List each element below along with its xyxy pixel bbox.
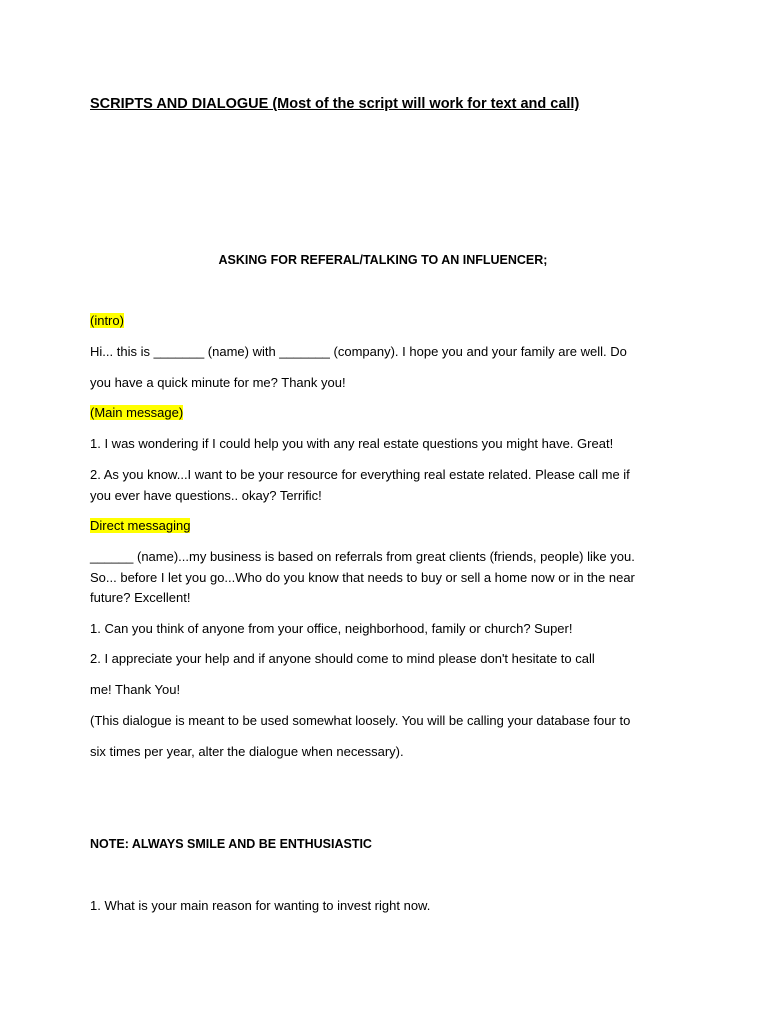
- section-heading: ASKING FOR REFERAL/TALKING TO AN INFLUENCER;: [218, 253, 548, 267]
- direct-item-1: 1. Can you think of anyone from your office, neighborhood, family or church? Super!: [90, 621, 573, 636]
- document-title: SCRIPTS AND DIALOGUE (Most of the script will work for text and call): [90, 96, 580, 112]
- direct-line-1: ______ (name)...my business is based on referrals from great clients (friends, people) like you.: [90, 549, 635, 564]
- main-item-2-line-2: you ever have questions.. okay? Terrific!: [90, 488, 322, 503]
- enthusiasm-note: NOTE: ALWAYS SMILE AND BE ENTHUSIASTIC: [90, 837, 372, 851]
- direct-label-line: [90, 516, 680, 536]
- intro-line-1: Hi... this is _______ (name) with _______ (company). I hope you and your family are well. Do: [90, 344, 627, 359]
- dialogue-note-line-1: (This dialogue is meant to be used somewhat loosely. You will be calling your database four to: [90, 713, 631, 728]
- direct-line-3: future? Excellent!: [90, 590, 191, 605]
- main-item-2-line-1: 2. As you know...I want to be your resource for everything real estate related. Please call me if: [90, 467, 630, 482]
- direct-line-2: So... before I let you go...Who do you know that needs to buy or sell a home now or in the near: [90, 570, 635, 585]
- main-message-label: (Main message): [90, 405, 184, 420]
- main-item-1: 1. I was wondering if I could help you with any real estate questions you might have. Great!: [90, 436, 614, 451]
- main-message-label-line: [90, 403, 680, 423]
- intro-line-2: you have a quick minute for me? Thank you!: [90, 375, 346, 390]
- intro-label: (intro): [90, 313, 124, 328]
- direct-messaging-label: Direct messaging: [90, 518, 191, 533]
- dialogue-note-line-2: six times per year, alter the dialogue when necessary).: [90, 744, 404, 759]
- question-1: 1. What is your main reason for wanting to invest right now.: [90, 898, 431, 913]
- intro-label-line: [90, 311, 680, 331]
- direct-item-2-line-1: 2. I appreciate your help and if anyone should come to mind please don't hesitate to call: [90, 651, 595, 666]
- direct-item-2-line-2: me! Thank You!: [90, 682, 181, 697]
